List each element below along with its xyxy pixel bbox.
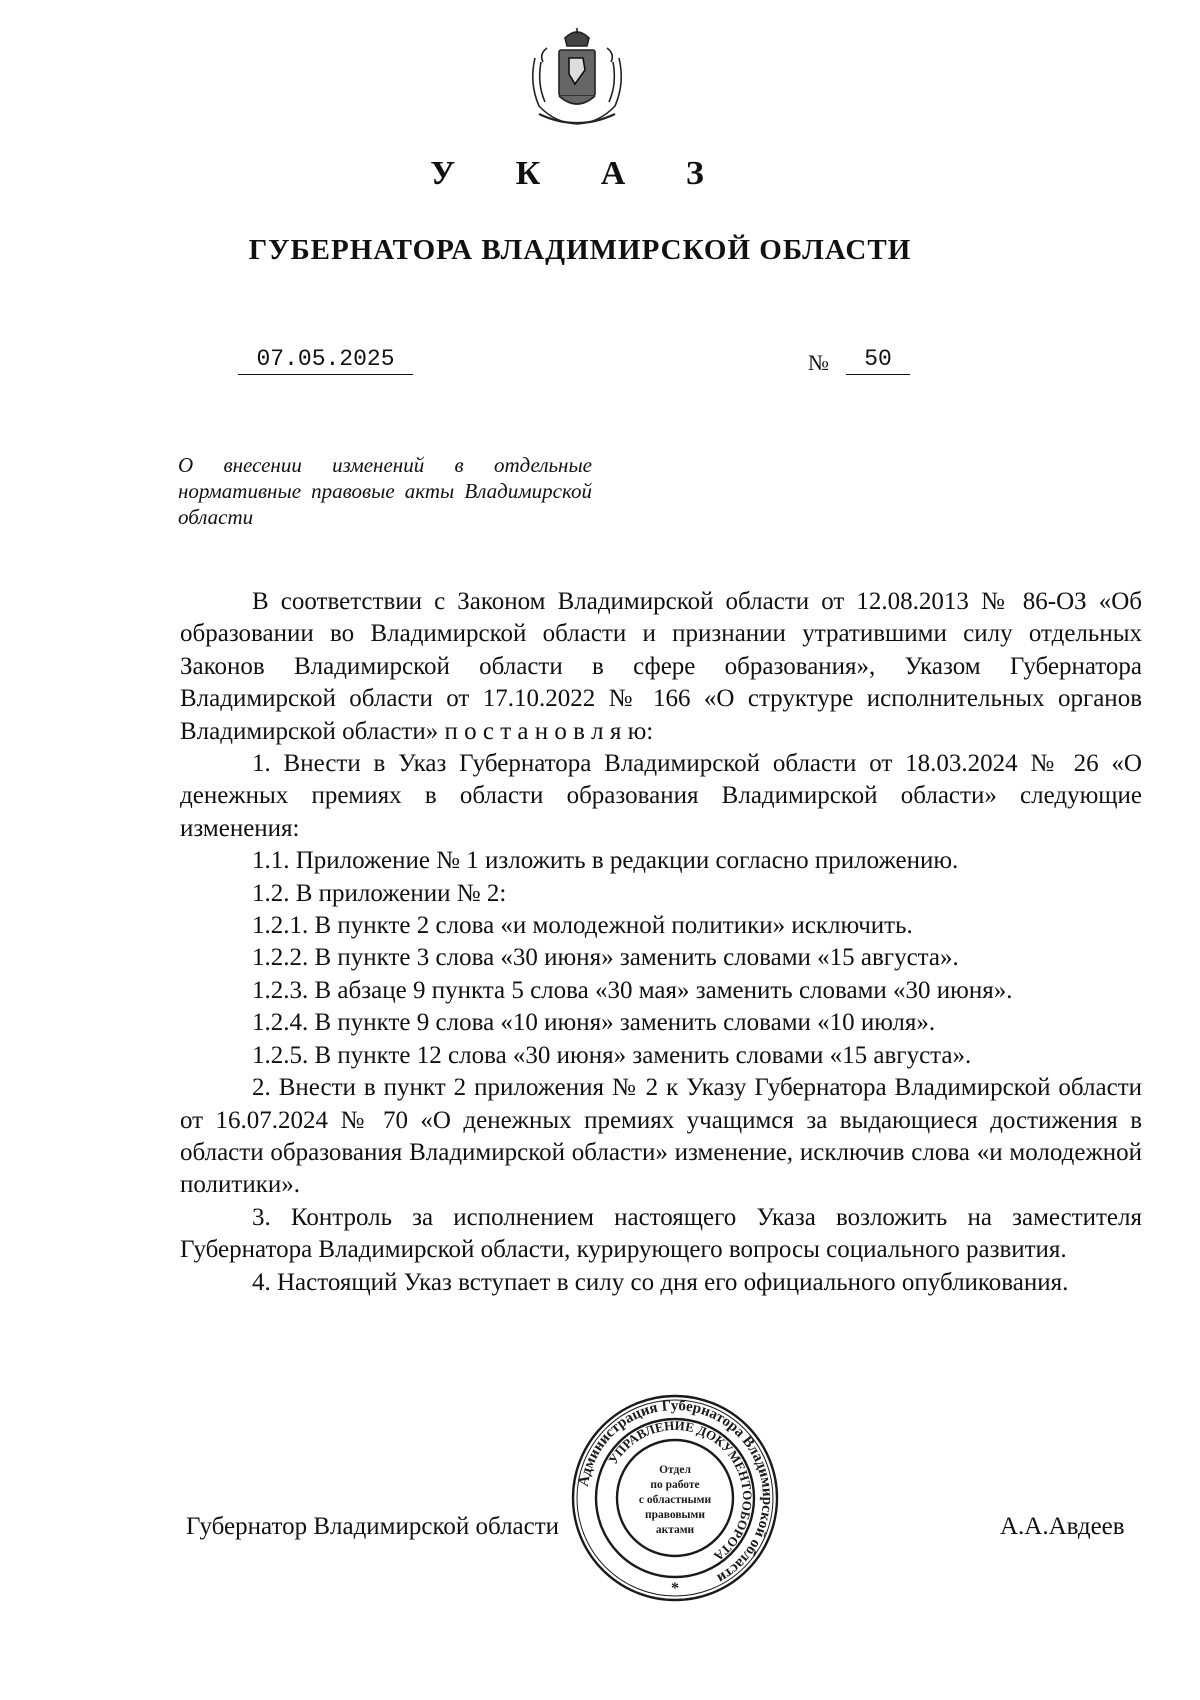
paragraph: 1.2.3. В абзаце 9 пункта 5 слова «30 мая» заменить словами «30 июня».	[252, 976, 1013, 1004]
official-stamp	[570, 1393, 780, 1603]
paragraph: 1.2.1. В пункте 2 слова «и молодежной политики» исключить.	[252, 912, 913, 940]
paragraph: 1.2.2. В пункте 3 слова «30 июня» заменить словами «15 августа».	[252, 944, 959, 972]
stamp-center-line: с областными	[638, 1494, 712, 1506]
document-number: 50	[846, 346, 910, 375]
stamp-outer-ring-text: Администрация Губернатора Владимирской области	[575, 1397, 776, 1587]
paragraph: В соответствии с Законом Владимирской области от 12.08.2013 № 86-ОЗ «Об образовании во Владимирской области и признании утратившими силу отдельных Законов Владимирской области в сфере образования», Указом Губернатора Владимирской области от 17.10.2022 № 166 «О структуре исполнительных органов Владимирской области» п о с т а н о в л я ю:	[180, 588, 1142, 745]
signatory-position: Губернатор Владимирской области	[186, 1513, 560, 1540]
paragraph: 1.1. Приложение № 1 изложить в редакции согласно приложению.	[252, 847, 959, 875]
stamp-center-line: актами	[655, 1524, 695, 1536]
stamp-center-line: по работе	[650, 1479, 700, 1491]
signatory-name: А.А.Авдеев	[1000, 1513, 1125, 1540]
paragraph: 4. Настоящий Указ вступает в силу со дня его официального опубликования.	[252, 1268, 1069, 1296]
document-subject: О внесении изменений в отдельные нормативные правовые акты Владимирской области	[178, 453, 592, 529]
page-title: У К А З	[430, 155, 730, 192]
document-body	[180, 586, 1142, 1299]
stamp-center-line: правовыми	[644, 1509, 706, 1521]
page-subtitle: ГУБЕРНАТОРА ВЛАДИМИРСКОЙ ОБЛАСТИ	[248, 234, 912, 266]
stamp-star: *	[671, 1580, 679, 1597]
paragraph: 1.2. В приложении № 2:	[252, 879, 507, 907]
stamp-inner-ring-text: УПРАВЛЕНИЕ ДОКУМЕНТООБОРОТА	[605, 1417, 756, 1565]
paragraph: 1. Внести в Указ Губернатора Владимирской области от 18.03.2024 № 26 «О денежных премиях в области образования Владимирской области» следующие изменения:	[180, 750, 1142, 842]
number-sign: №	[808, 350, 829, 375]
stamp-center-line: Отдел	[659, 1464, 691, 1476]
document-date: 07.05.2025	[238, 346, 413, 375]
coat-of-arms-icon	[525, 28, 629, 128]
paragraph: 1.2.5. В пункте 12 слова «30 июня» заменить словами «15 августа».	[252, 1041, 972, 1069]
paragraph: 3. Контроль за исполнением настоящего Указа возложить на заместителя Губернатора Владимирской области, курирующего вопросы социального развития.	[180, 1203, 1142, 1264]
paragraph: 1.2.4. В пункте 9 слова «10 июня» заменить словами «10 июля».	[252, 1009, 936, 1037]
paragraph: 2. Внести в пункт 2 приложения № 2 к Указу Губернатора Владимирской области от 16.07.2024 № 70 «О денежных премиях учащимся за выдающиеся достижения в области образования Владимирской области» изменение, исключив слова «и молодежной политики».	[180, 1074, 1142, 1199]
